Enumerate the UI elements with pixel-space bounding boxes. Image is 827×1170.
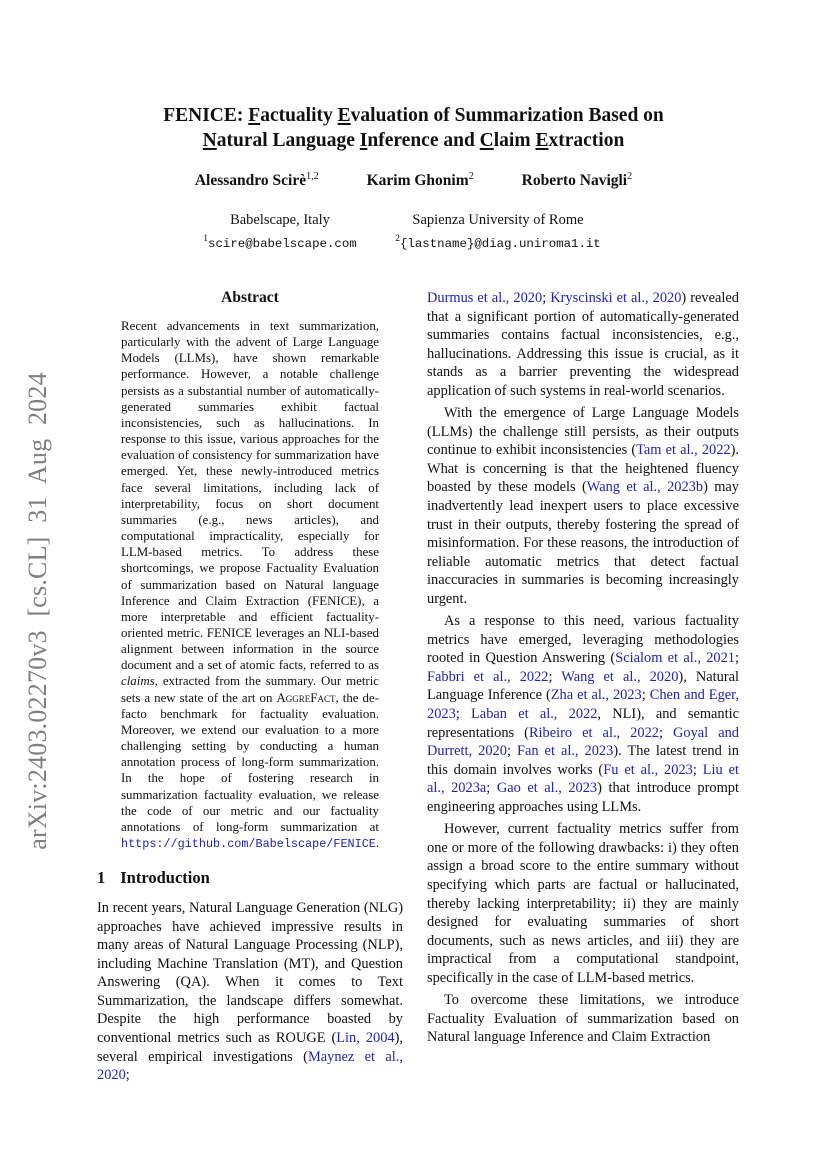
affiliation-org: Babelscape, Italy (230, 212, 330, 228)
citation-link[interactable]: Fabbri et al., 2022 (427, 668, 549, 685)
text-run: ; (548, 668, 562, 685)
author-name (195, 171, 319, 190)
left-column (97, 289, 403, 1085)
paper-title-line-2 (0, 128, 827, 153)
citation-link[interactable]: Wang et al., 2020 (561, 668, 679, 685)
citation-link[interactable]: Maynez et al., 2020 (97, 1048, 403, 1084)
citation-link[interactable]: Durmus et al., 2020 (427, 290, 543, 306)
text-run: With the emergence of Large Language Models (LLMs) the challenge still persists, as their outputs continue to exhibit inconsistencies ( (427, 405, 739, 459)
author-affiliation-superscript: 1,2 (306, 171, 319, 182)
text-run: valuation of Summarization Based on (350, 105, 664, 126)
author-name (367, 171, 474, 190)
abstract-section (121, 289, 379, 852)
arxiv-watermark: arXiv:2403.02270v3 [cs.CL] 31 Aug 2024 (23, 372, 52, 850)
affiliation-babelscape (160, 211, 400, 254)
text-run: ) that introduce prompt engineering approaches using LLMs. (427, 780, 739, 815)
author-name-text: Alessandro Scirè (194, 172, 307, 190)
text-run: ; (486, 780, 497, 797)
text-run: ; (542, 290, 551, 306)
abstract-text (121, 318, 379, 852)
underlined-letter: N (202, 130, 217, 151)
right-column (427, 289, 739, 1047)
paragraph (427, 820, 739, 987)
citation-link[interactable]: Kryscinski et al., 2020 (550, 290, 682, 306)
citation-link[interactable]: Gao et al., 2023 (496, 780, 598, 797)
smallcaps-text: AggreFact (276, 690, 336, 705)
italic-text: claims (121, 674, 155, 689)
text-run: In recent years, Natural Language Generation (NLG) approaches have achieved impressive results in many areas of Natural Language Processing (NLP), including Machine Translation (MT), and Question Answering (QA). When it comes to Text Summarization, the landscape differs somewhat. Despite the high performance boasted by conventional metrics such as ROUGE ( (97, 900, 403, 1046)
text-run: . (375, 836, 380, 850)
text-run: ; (506, 743, 517, 760)
text-run: FENICE: (163, 105, 249, 126)
text-run: ), several empirical investigations ( (97, 1029, 403, 1065)
email-superscript: 1 (203, 234, 209, 244)
affiliation-org: Sapienza University of Rome (412, 212, 584, 228)
email-superscript: 2 (395, 234, 400, 244)
author-name (522, 171, 632, 190)
text-run: To overcome these limitations, we introduce Factuality Evaluation of summarization based on Natural language Inference and Claim Extraction (427, 992, 739, 1046)
text-run: ; (658, 724, 674, 741)
text-run: , the de-facto benchmark for factuality evaluation. Moreover, we extend our evaluation to a more challenging setting by conducting a human annotation process of long-form summarization. In the hope of fostering research in summarization factuality evaluation, we release the code of our metric and our factuality annotations of long-form summarization at (121, 690, 379, 834)
text-run: ), Natural Language Inference ( (427, 668, 739, 704)
text-run: ; (641, 687, 650, 704)
authors-row (0, 171, 827, 190)
github-link[interactable]: https://github.com/Babelscape/FENICE (121, 837, 376, 851)
text-run: actuality (260, 105, 338, 126)
text-run: ). What is concerning is that the heightened fluency boasted by these models ( (427, 442, 739, 496)
text-run: ; (455, 706, 472, 723)
citation-link[interactable]: Fan et al., 2023 (516, 743, 614, 760)
text-run: As a response to this need, various factuality metrics have emerged, leveraging methodologies rooted in Question Answering ( (427, 613, 739, 667)
affiliation-email-line (160, 230, 400, 254)
intro-paragraph (97, 899, 403, 1084)
text-run: However, current factuality metrics suffer from one or more of the following drawbacks: i) they often assign a broad score to the entire summary without specifying which parts are factual or hallucinated, thereby lacking interpretability; ii) they are mainly designed for evaluating summaries of short documents, such as news articles, and iii) they are impractical from a computational standpoint, specifically in the case of LLM-based metrics. (427, 821, 739, 986)
affiliations-row (0, 211, 827, 257)
citation-link[interactable]: Ribeiro et al., 2022 (528, 724, 659, 741)
author-email: {lastname}@diag.uniroma1.it (399, 236, 601, 251)
paper-title (0, 103, 827, 153)
citation-link[interactable]: Tam et al., 2022 (636, 442, 731, 459)
citation-link[interactable]: Wang et al., 2023b (586, 479, 704, 496)
text-run: xtraction (548, 130, 625, 151)
underlined-letter: I (359, 130, 368, 151)
text-run: ). The latest trend in this domain involves works ( (427, 743, 739, 778)
paragraph (427, 404, 739, 608)
text-run: , NLI), and semantic representations ( (427, 706, 739, 741)
section-number: 1 (97, 868, 106, 888)
text-run: atural Language (216, 130, 360, 151)
author-affiliation-superscript: 2 (627, 171, 633, 182)
underlined-letter: F (248, 105, 261, 126)
paragraph (427, 991, 739, 1047)
text-run: , extracted from the summary. Our metric sets a new state of the art on (121, 674, 379, 705)
citation-link[interactable]: Chen and Eger, 2023 (427, 687, 739, 723)
text-run: nference and (367, 130, 480, 151)
text-run: ) revealed that a significant portion of automatically-generated summaries contains factual inconsistencies, e.g., hallucinations. Addressing this issue is crucial, as it stands as a barrier preventing the widespread application of such systems in real-world scenarios. (427, 290, 739, 399)
author-name-text: Karim Ghonim (366, 172, 469, 190)
text-run: ) may inadvertently lead inexpert users to place excessive trust in their outputs, thereby fostering the spread of misinformation. For these reasons, the introduction of reliable automatic metrics that detect factual inaccuracies in summaries is becoming increasingly urgent. (427, 479, 740, 607)
author-email: scire@babelscape.com (208, 236, 357, 251)
author-name-text: Roberto Navigli (521, 172, 628, 190)
text-run: ; (125, 1067, 130, 1084)
author-affiliation-superscript: 2 (468, 171, 474, 182)
underlined-letter: E (535, 130, 549, 151)
text-run: laim (493, 130, 536, 151)
underlined-letter: C (479, 130, 494, 151)
citation-link[interactable]: Goyal and Durrett, 2020 (427, 724, 739, 760)
section-heading-introduction (97, 868, 403, 888)
citation-link[interactable]: Laban et al., 2022 (471, 706, 598, 723)
text-run: ; (735, 650, 739, 667)
paper-title-line-1 (0, 103, 827, 128)
affiliation-sapienza (368, 211, 628, 254)
citation-link[interactable]: Scialom et al., 2021 (615, 650, 735, 667)
citation-link[interactable]: Liu et al., 2023a (427, 761, 739, 797)
underlined-letter: E (337, 105, 351, 126)
text-run: ; (692, 761, 703, 778)
text-run: Recent advancements in text summarization, particularly with the advent of Large Language Models (LLMs), have shown remarkable performance. However, a notable challenge persists as a substantial number of automatically-generated summaries exhibit factual inconsistencies, such as hallucinations. In response to this issue, various approaches for the evaluation of consistency for summarization have emerged. Yet, these newly-introduced metrics face several limitations, including lack of interpretability, focus on short document summaries (e.g., news articles), and computational impracticality, especially for LLM-based metrics. To address these shortcomings, we propose Factuality Evaluation of summarization based on Natural language Inference and Claim Extraction (FENICE), a more interpretable and efficient factuality-oriented metric. FENICE leverages an NLI-based alignment between information in the source document and a set of atomic facts, referred to as (121, 319, 379, 673)
citation-link[interactable]: Fu et al., 2023 (603, 761, 693, 778)
citation-link[interactable]: Lin, 2004 (336, 1029, 395, 1046)
paragraph (427, 612, 739, 816)
paragraph (427, 289, 739, 400)
citation-link[interactable]: Zha et al., 2023 (550, 687, 642, 704)
section-title: Introduction (120, 868, 210, 888)
abstract-heading: Abstract (221, 289, 279, 306)
affiliation-email-line (368, 230, 628, 254)
